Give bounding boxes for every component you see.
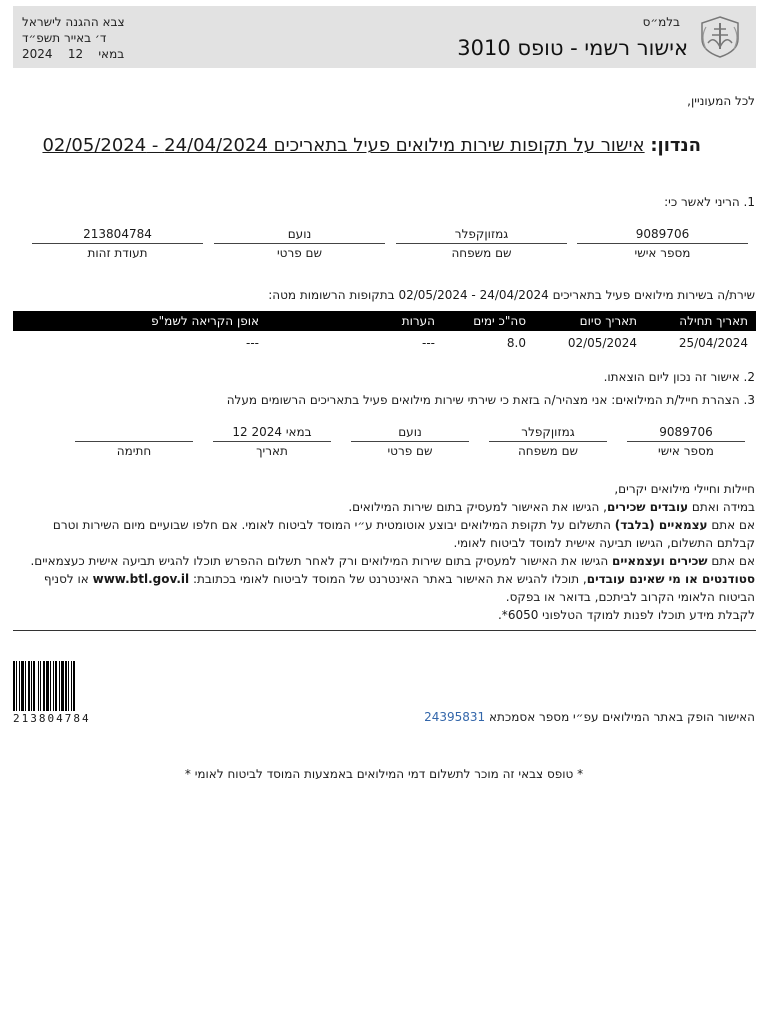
divider [13,630,756,631]
barcode-number: 213804784 [13,712,91,725]
reference-number: 24395831 [424,710,486,724]
decl-personal-number [627,425,745,459]
barcode-bar [65,661,67,711]
subject-text: אישור על תקופות שירות מילואים פעיל בתאריכים 24/04/2024 - 02/05/2024 [42,135,645,156]
last-name-value: גמזוןקפלר [454,227,509,241]
cell-start-date: 25/04/2024 [678,336,748,350]
notes-emphasis: עצמאיים (בלבד) [614,518,708,532]
barcode-bar [53,661,54,711]
field-line [214,243,385,244]
barcode-bar [33,661,35,711]
decl-first-name-label: שם פרטי [387,444,433,458]
org-name: צבא ההגנה לישראל [22,15,125,29]
field-line [396,243,567,244]
barcode-bar [40,661,41,711]
barcode-bar [21,661,24,711]
issued-text: האישור הופק באתר המילואים עפ״י מספר אסמכתא [489,710,755,724]
id-number-label: תעודת זהות [87,246,148,260]
col-start-date: תאריך תחילה [645,311,756,331]
barcode-bar [16,661,17,711]
document-title: אישור רשמי - טופס 3010 [457,36,688,60]
decl-signature-value [75,425,193,440]
barcode-bar [59,661,60,711]
decl-last-name-value: גמזוןקפלר [521,425,575,439]
notes-text: אם אתם [707,518,755,532]
personal-number-label: מספר אישי [634,246,691,260]
notes-line-phone: לקבלת מידע תוכלו לפנות למוקד הטלפוני 6050*. [497,608,755,622]
cell-end-date: 02/05/2024 [567,336,637,350]
barcode-bar [19,661,20,711]
decl-signature [75,425,193,459]
table-row [13,331,756,355]
greg-month: במאי [98,47,125,61]
field-last-name [396,227,567,261]
notes-line-self-employed [12,516,755,552]
personal-number-value: 9089706 [635,227,690,241]
barcode-bar [50,661,51,711]
field-line [213,441,331,442]
notes-emphasis: עובדים שכירים [606,500,689,514]
subject-label: הנדון: [650,135,701,156]
decl-first-name-value: נועם [398,425,422,439]
decl-date-value: 12 במאי 2024 [232,425,312,439]
field-line [75,441,193,442]
classification-label: בלמ״ס [642,15,680,29]
greg-year: 2024 [22,47,53,61]
gregorian-date [22,47,124,61]
decl-personal-number-label: מספר אישי [658,444,714,458]
field-id-number [32,227,203,261]
last-name-label: שם משפחה [451,246,512,260]
barcode-bar [71,661,72,711]
notes-text: או לסניף הביטוח הלאומי הקרוב לביתכם, בדואר או בפקס. [43,572,755,604]
notes-text: במידה ואתם [688,500,755,514]
field-line [627,441,745,442]
field-line [577,243,748,244]
notes-emphasis: שכירים ועצמאיים [612,554,708,568]
section-1: 1. הריני לאשר כי: [664,195,755,209]
decl-date-label: תאריך [256,444,288,458]
col-call-method: אופן הקריאה לשמ"פ [13,311,267,331]
notes-block [12,480,755,624]
col-end-date: תאריך סיום [534,311,645,331]
notes-text: , תוכלו להגיש את האישור באתר האינטרנט של המוסד לביטוח לאומי בכתובת: [189,572,587,586]
hebrew-date: ד׳ באייר תשפ״ד [22,31,107,45]
barcode-icon [13,661,111,711]
table-header-row [13,311,756,331]
barcode-bar [55,661,57,711]
id-number-value: 213804784 [83,227,152,241]
first-name-value: נועם [287,227,312,241]
decl-last-name-label: שם משפחה [517,444,579,458]
issued-statement [424,710,755,724]
cell-call-method: --- [246,336,259,350]
col-notes: הערות [267,311,443,331]
barcode-bar [68,661,69,711]
col-total-days: סה"כ ימים [443,311,534,331]
first-name-label: שם פרטי [276,246,322,260]
decl-date [213,425,331,459]
barcode-bar [31,661,32,711]
notes-text: הגישו את האישור למעסיק בתום שירות המילואים ורק לאחר תשלום ההפרש תוכלו להגיש תביעה אישית כעצמאיים. [30,554,612,568]
btl-website-link[interactable]: www.btl.gov.il [92,572,190,586]
service-statement: שירת/ה בשירות מילואים פעיל בתאריכים 24/04/2024 - 02/05/2024 בתקופות הרשומות מטה: [268,288,755,302]
field-first-name [214,227,385,261]
barcode-bar [73,661,75,711]
notes-line-both [12,552,755,570]
field-personal-number [577,227,748,261]
notes-text: התשלום על תקופת המילואים יבוצע אוטומטית ע״י המוסד לביטוח לאומי. אם חלפו שבועיים מיום השירות וטרם קבלתם התשלום, הגישו תביעה אישית למוסד לביטוח לאומי. [52,518,755,550]
service-periods-table [13,311,756,355]
field-line [489,441,607,442]
notes-emphasis: סטודנטים או מי שאינם עובדים [586,572,755,586]
decl-last-name [489,425,607,459]
section-2: 2. אישור זה נכון ליום הוצאתו. [603,370,755,384]
notes-text: אם אתם [707,554,755,568]
cell-notes: --- [422,336,435,350]
notes-greeting: חיילות וחיילי מילואים יקרים, [614,482,755,496]
salutation: לכל המעוניין, [687,94,755,108]
notes-text: , הגישו את האישור למעסיק בתום שירות המילואים. [348,500,607,514]
decl-first-name [351,425,469,459]
greg-day: 12 [67,47,84,61]
subject-line [42,135,701,156]
barcode-bar [46,661,49,711]
barcode-bar [38,661,39,711]
notes-line-employees [12,498,755,516]
cell-total-days: 8.0 [506,336,526,350]
barcode-bar [61,661,64,711]
barcode-bar [43,661,45,711]
footer-note: * טופס צבאי זה מוכר לתשלום דמי המילואים באמצעות המוסד לביטוח לאומי * [184,767,584,781]
section-3: 3. הצהרת חייל/ת המילואים: אני מצהיר/ה בזאת כי שירתי שירות מילואים פעיל בתאריכים הרשומים מעלה [226,393,755,407]
barcode-bar [28,661,30,711]
field-line [351,441,469,442]
idf-emblem-icon [694,13,746,59]
decl-signature-label: חתימה [116,444,152,458]
field-line [32,243,203,244]
barcode-bar [25,661,26,711]
barcode-bar [13,661,15,711]
decl-personal-number-value: 9089706 [659,425,713,439]
notes-line-students [12,570,755,606]
